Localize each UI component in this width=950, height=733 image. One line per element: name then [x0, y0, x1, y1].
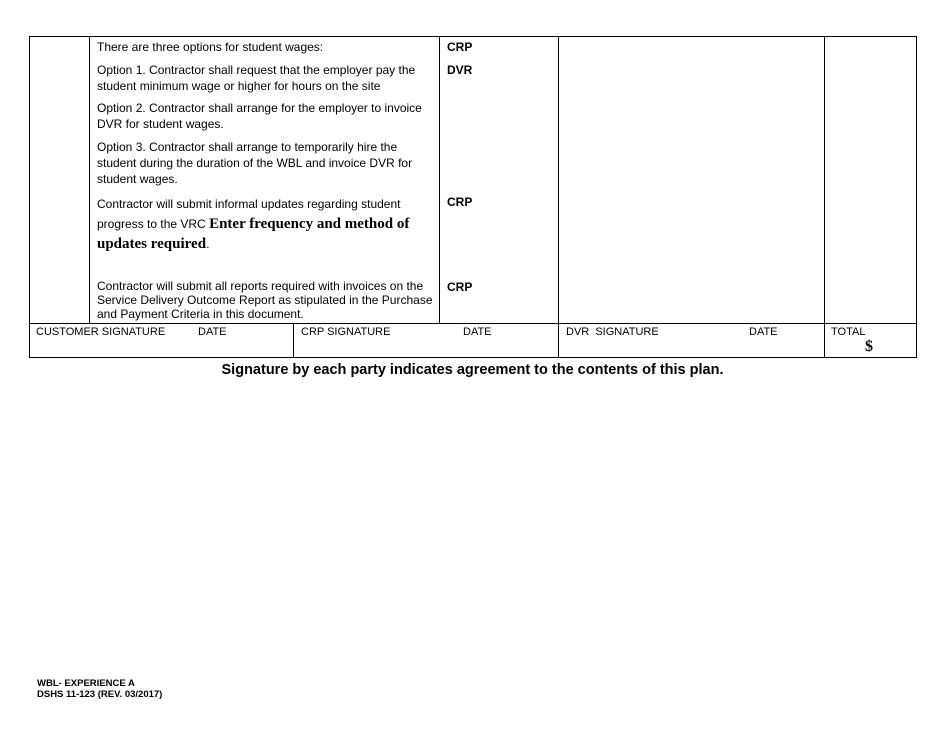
column-divider-1: [89, 36, 90, 323]
customer-date-label: DATE: [198, 326, 227, 338]
wages-intro-text: There are three options for student wages:: [97, 40, 324, 54]
updates-period: .: [206, 237, 210, 251]
total-label: TOTAL: [831, 326, 866, 338]
responsible-dvr-option1: DVR: [447, 63, 473, 77]
column-divider-3: [558, 36, 559, 358]
option-2-text: Option 2. Contractor shall arrange for the employer to invoice DVR for student wages.: [97, 101, 422, 131]
responsible-crp-updates: CRP: [447, 195, 473, 209]
updates-text: [97, 194, 432, 254]
updates-placeholder-field[interactable]: Enter frequency and method of updates required: [97, 216, 410, 252]
dvr-date-label: DATE: [749, 326, 778, 338]
table-border-bottom: [29, 357, 917, 358]
table-border-left: [29, 36, 30, 358]
responsible-crp-reports: CRP: [447, 280, 473, 294]
crp-date-label: DATE: [463, 326, 492, 338]
column-divider-4: [824, 36, 825, 358]
agreement-statement: Signature by each party indicates agreement to the contents of this plan.: [221, 362, 724, 378]
dvr-signature-label: DVR SIGNATURE: [566, 326, 659, 338]
crp-signature-label: CRP SIGNATURE: [301, 326, 391, 338]
signature-divider-crp: [293, 323, 294, 358]
table-border-right: [916, 36, 917, 358]
table-border-top: [29, 36, 917, 37]
updates-plain-text: Contractor will submit informal updates regarding student progress to the VRC: [97, 197, 401, 231]
form-number: DSHS 11-123 (REV. 03/2017): [37, 689, 163, 700]
option-3-text: Option 3. Contractor shall arrange to temporarily hire the student during the duration of the WBL and invoice DVR for student wages.: [97, 140, 413, 186]
form-name: WBL- EXPERIENCE A: [37, 678, 135, 689]
option-1-text: Option 1. Contractor shall request that the employer pay the student minimum wage or higher for hours on the site: [97, 63, 416, 93]
customer-signature-label: CUSTOMER SIGNATURE: [36, 326, 166, 338]
responsible-crp-wages: CRP: [447, 40, 473, 54]
total-dollar-symbol: $: [865, 338, 873, 355]
signature-row-divider: [29, 323, 917, 324]
reports-text: Contractor will submit all reports required with invoices on the Service Delivery Outcome Report as stipulated in the Purchase and Payment Criteria in this document.: [97, 279, 433, 321]
